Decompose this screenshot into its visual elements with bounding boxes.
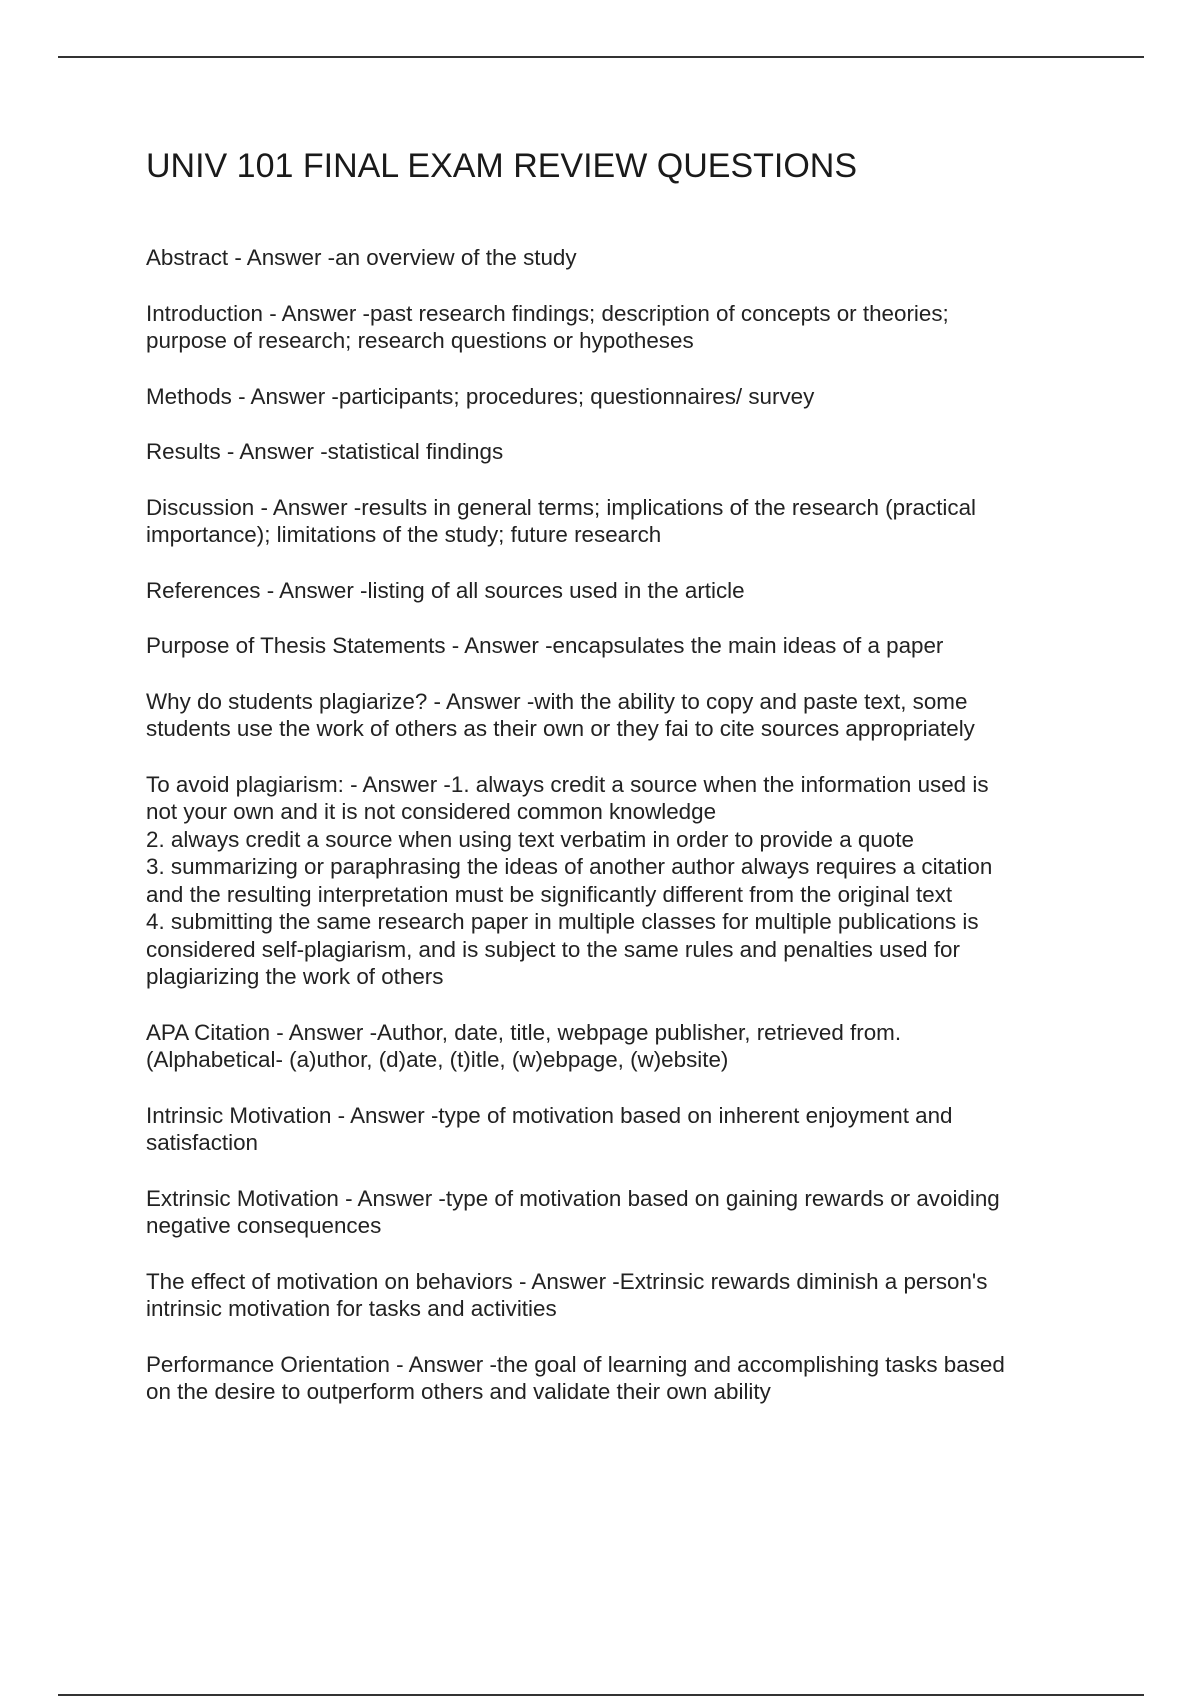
top-rule bbox=[58, 56, 1144, 58]
qa-item-abstract: Abstract - Answer -an overview of the study bbox=[146, 245, 577, 270]
qa-item-why-plagiarize: Why do students plagiarize? - Answer -with the ability to copy and paste text, some students use the work of others as their own or they fai to cite sources appropriately bbox=[146, 688, 975, 741]
qa-item-references: References - Answer -listing of all sources used in the article bbox=[146, 577, 745, 603]
page-title: UNIV 101 FINAL EXAM REVIEW QUESTIONS bbox=[146, 147, 858, 185]
qa-item-introduction: Introduction - Answer -past research findings; description of concepts or theories; purpose of research; research questions or hypotheses bbox=[146, 300, 949, 353]
qa-item-extrinsic-motivation: Extrinsic Motivation - Answer -type of motivation based on gaining rewards or avoiding negative consequences bbox=[146, 1185, 1000, 1238]
qa-item-methods: Methods - Answer -participants; procedures; questionnaires/ survey bbox=[146, 383, 815, 409]
qa-item-performance-orientation: Performance Orientation - Answer -the goal of learning and accomplishing tasks based on the desire to outperform others and validate their own ability bbox=[146, 1351, 1005, 1404]
qa-item-apa-citation: APA Citation - Answer -Author, date, title, webpage publisher, retrieved from. (Alphabetical- (a)uthor, (d)ate, (t)itle, (w)ebpage, (w)ebsite) bbox=[146, 1019, 902, 1072]
bottom-rule bbox=[58, 1694, 1144, 1696]
qa-item-results: Results - Answer -statistical findings bbox=[146, 439, 504, 464]
qa-item-discussion: Discussion - Answer -results in general terms; implications of the research (practical importance); limitations of the study; future research bbox=[146, 494, 977, 547]
qa-item-motivation-effect: The effect of motivation on behaviors - Answer -Extrinsic rewards diminish a person's intrinsic motivation for tasks and activities bbox=[146, 1268, 988, 1321]
document-body bbox=[146, 140, 1106, 1434]
qa-item-avoid-plagiarism: To avoid plagiarism: - Answer -1. always credit a source when the information used is not your own and it is not considered common knowledge 2. always credit a source when using text verbatim in order to provide a quote 3. summarizing or paraphrasing the ideas of another author always requires a citation and the resulting interpretation must be significantly different from the original text 4. submitting the same research paper in multiple classes for multiple publications is considered self-plagiarism, and is subject to the same rules and penalties used for plagiarizing the work of others bbox=[146, 771, 993, 989]
qa-item-thesis-statements: Purpose of Thesis Statements - Answer -encapsulates the main ideas of a paper bbox=[146, 633, 944, 658]
qa-item-intrinsic-motivation: Intrinsic Motivation - Answer -type of motivation based on inherent enjoyment and satisfaction bbox=[146, 1102, 953, 1155]
